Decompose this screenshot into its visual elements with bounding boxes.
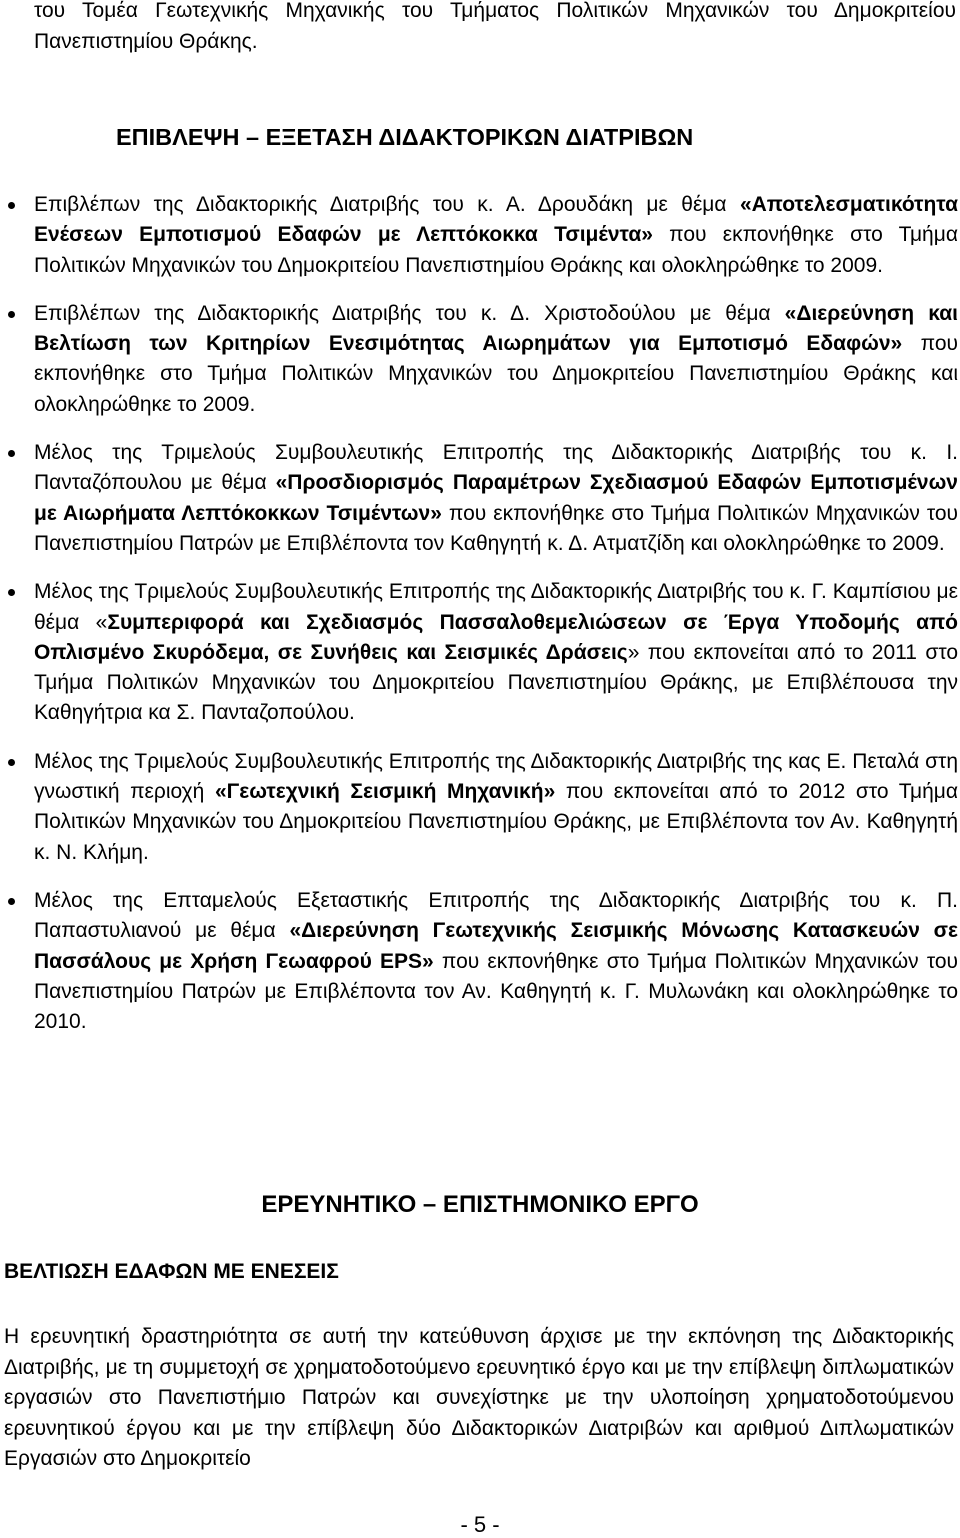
bullet-icon [8,450,15,457]
list-item [0,577,960,728]
item-text-tail: που εκπονείται από το 2012 στο Τμήμα Πολιτικών Μηχανικών του Δημοκριτείου Πανεπιστημίου Θράκης, με Επιβλέποντα τον Αν. Καθηγητή κ. Ν. Κλήμη. [34,780,959,864]
list-item [0,438,960,559]
item-text-lead: Επιβλέπων της Διδακτορικής Διατριβής του κ. Δ. Χριστοδούλου με θέμα [34,301,785,325]
item-text-lead: Μέλος της Τριμελούς Συμβουλευτικής Επιτροπής της Διδακτορικής Διατριβής της κας Ε. Πεταλά στη γνωστική περιοχή [34,749,958,804]
soil-improvement-heading: ΒΕΛΤΙΩΣΗ ΕΔΑΦΩΝ ΜΕ ΕΝΕΣΕΙΣ [4,1260,339,1283]
supervision-heading: ΕΠΙΒΛΕΨΗ – ΕΞΕΤΑΣΗ ΔΙΔΑΚΤΟΡΙΚΩΝ ΔΙΑΤΡΙΒΩΝ [116,124,694,150]
item-text-tail: που εκπονήθηκε στο Τμήμα Πολιτικών Μηχανικών του Πανεπιστημίου Πατρών με Επιβλέποντα τον Αν. Καθηγητή κ. Γ. Μυλωνάκη και ολοκληρώθηκε το 2010. [34,949,958,1034]
research-section-title: ΕΡΕΥΝΗΤΙΚΟ – ΕΠΙΣΤΗΜΟΝΙΚΟ ΕΡΓΟ [261,1191,699,1218]
item-text-lead: Μέλος της Επταμελούς Εξεταστικής Επιτροπής της Διδακτορικής Διατριβής του κ. Π. Παπαστυλιανού με θέμα [34,888,958,943]
page-number: - 5 - [460,1512,500,1537]
list-item [0,886,960,1037]
item-thesis-title: «Προσδιορισμός Παραμέτρων Σχεδιασμού Εδαφών Εμποτισμένων με Αιωρήματα Λεπτόκοκκων Τσιμέντων» [34,471,958,525]
item-text-tail: που εκπονήθηκε στο Τμήμα Πολιτικών Μηχανικών του Δημοκριτείου Πανεπιστημίου Θράκης και ολοκληρώθηκε το 2009. [34,223,958,277]
item-thesis-title: «Διερεύνηση και Βελτίωση των Κριτηρίων Ενεσιμότητας Αιωρημάτων για Εμποτισμό Εδαφών» [34,301,958,356]
list-item [0,190,960,281]
supervision-list [0,190,960,1055]
bullet-icon [8,898,15,905]
item-text-lead: Μέλος της Τριμελούς Συμβουλευτικής Επιτροπής της Διδακτορικής Διατριβής του κ. Ι. Πανταζόπουλου με θέμα [34,441,958,495]
list-item [0,299,960,420]
item-text-tail: που εκπονήθηκε στο Τμήμα Πολιτικών Μηχανικών του Δημοκριτείου Πανεπιστημίου Θράκης και ολοκληρώθηκε το 2009. [34,332,958,416]
research-paragraph: Η ερευνητική δραστηριότητα σε αυτή την κατεύθυνση άρχισε με την εκπόνηση της Διδακτορικής Διατριβής, με τη συμμετοχή σε χρηματοδοτούμενο ερευνητικό έργο και με την επίβλεψη διπλωματικών εργασιών στο Πανεπιστήμιο Πατρών και συνεχίστηκε με την υλοποίηση χρηματοδοτούμενου ερευνητικού έργου και με την επίβλεψη δύο Διδακτορικών Διατριβών και αριθμού Διπλωματικών Εργασιών στο Δημοκριτείο [4,1325,954,1470]
item-thesis-title: «Γεωτεχνική Σεισμική Μηχανική» [214,780,556,804]
item-text-lead: Μέλος της Τριμελούς Συμβουλευτικής Επιτροπής της Διδακτορικής Διατριβής του κ. Γ. Καμπίσιου με θέμα « [34,580,958,634]
intro-paragraph: του Τομέα Γεωτεχνικής Μηχανικής του Τμήματος Πολιτικών Μηχανικών του Δημοκριτείου Πανεπιστημίου Θράκης. [34,0,956,53]
bullet-icon [8,589,15,596]
bullet-icon [8,202,15,209]
item-text-lead: Επιβλέπων της Διδακτορικής Διατριβής του κ. Α. Δρουδάκη με θέμα [34,193,740,216]
item-text-tail: » που εκπονείται από το 2011 στο Τμήμα Πολιτικών Μηχανικών του Δημοκριτείου Πανεπιστημίου Θράκης, με Επιβλέπουσα την Καθηγήτρια κα Σ. Πανταζοπούλου. [34,640,958,725]
bullet-icon [8,759,15,766]
bullet-icon [8,311,15,318]
item-text-tail: που εκπονήθηκε στο Τμήμα Πολιτικών Μηχανικών του Πανεπιστημίου Πατρών με Επιβλέποντα τον Καθηγητή κ. Δ. Ατματζίδη και ολοκληρώθηκε το 2009. [34,501,958,555]
list-item [0,747,960,868]
item-thesis-title: Συμπεριφορά και Σχεδιασμός Πασσαλοθεμελιώσεων σε Έργα Υποδομής από Οπλισμένο Σκυρόδεμα, σε Συνήθεις και Σεισμικές Δράσεις [34,610,958,664]
item-thesis-title: «Αποτελεσματικότητα Ενέσεων Εμποτισμού Εδαφών με Λεπτόκοκκα Τσιμέντα» [34,193,958,247]
item-thesis-title: «Διερεύνηση Γεωτεχνικής Σεισμικής Μόνωσης Κατασκευών σε Πασσάλους με Χρήση Γεωαφρού EPS» [34,919,958,973]
